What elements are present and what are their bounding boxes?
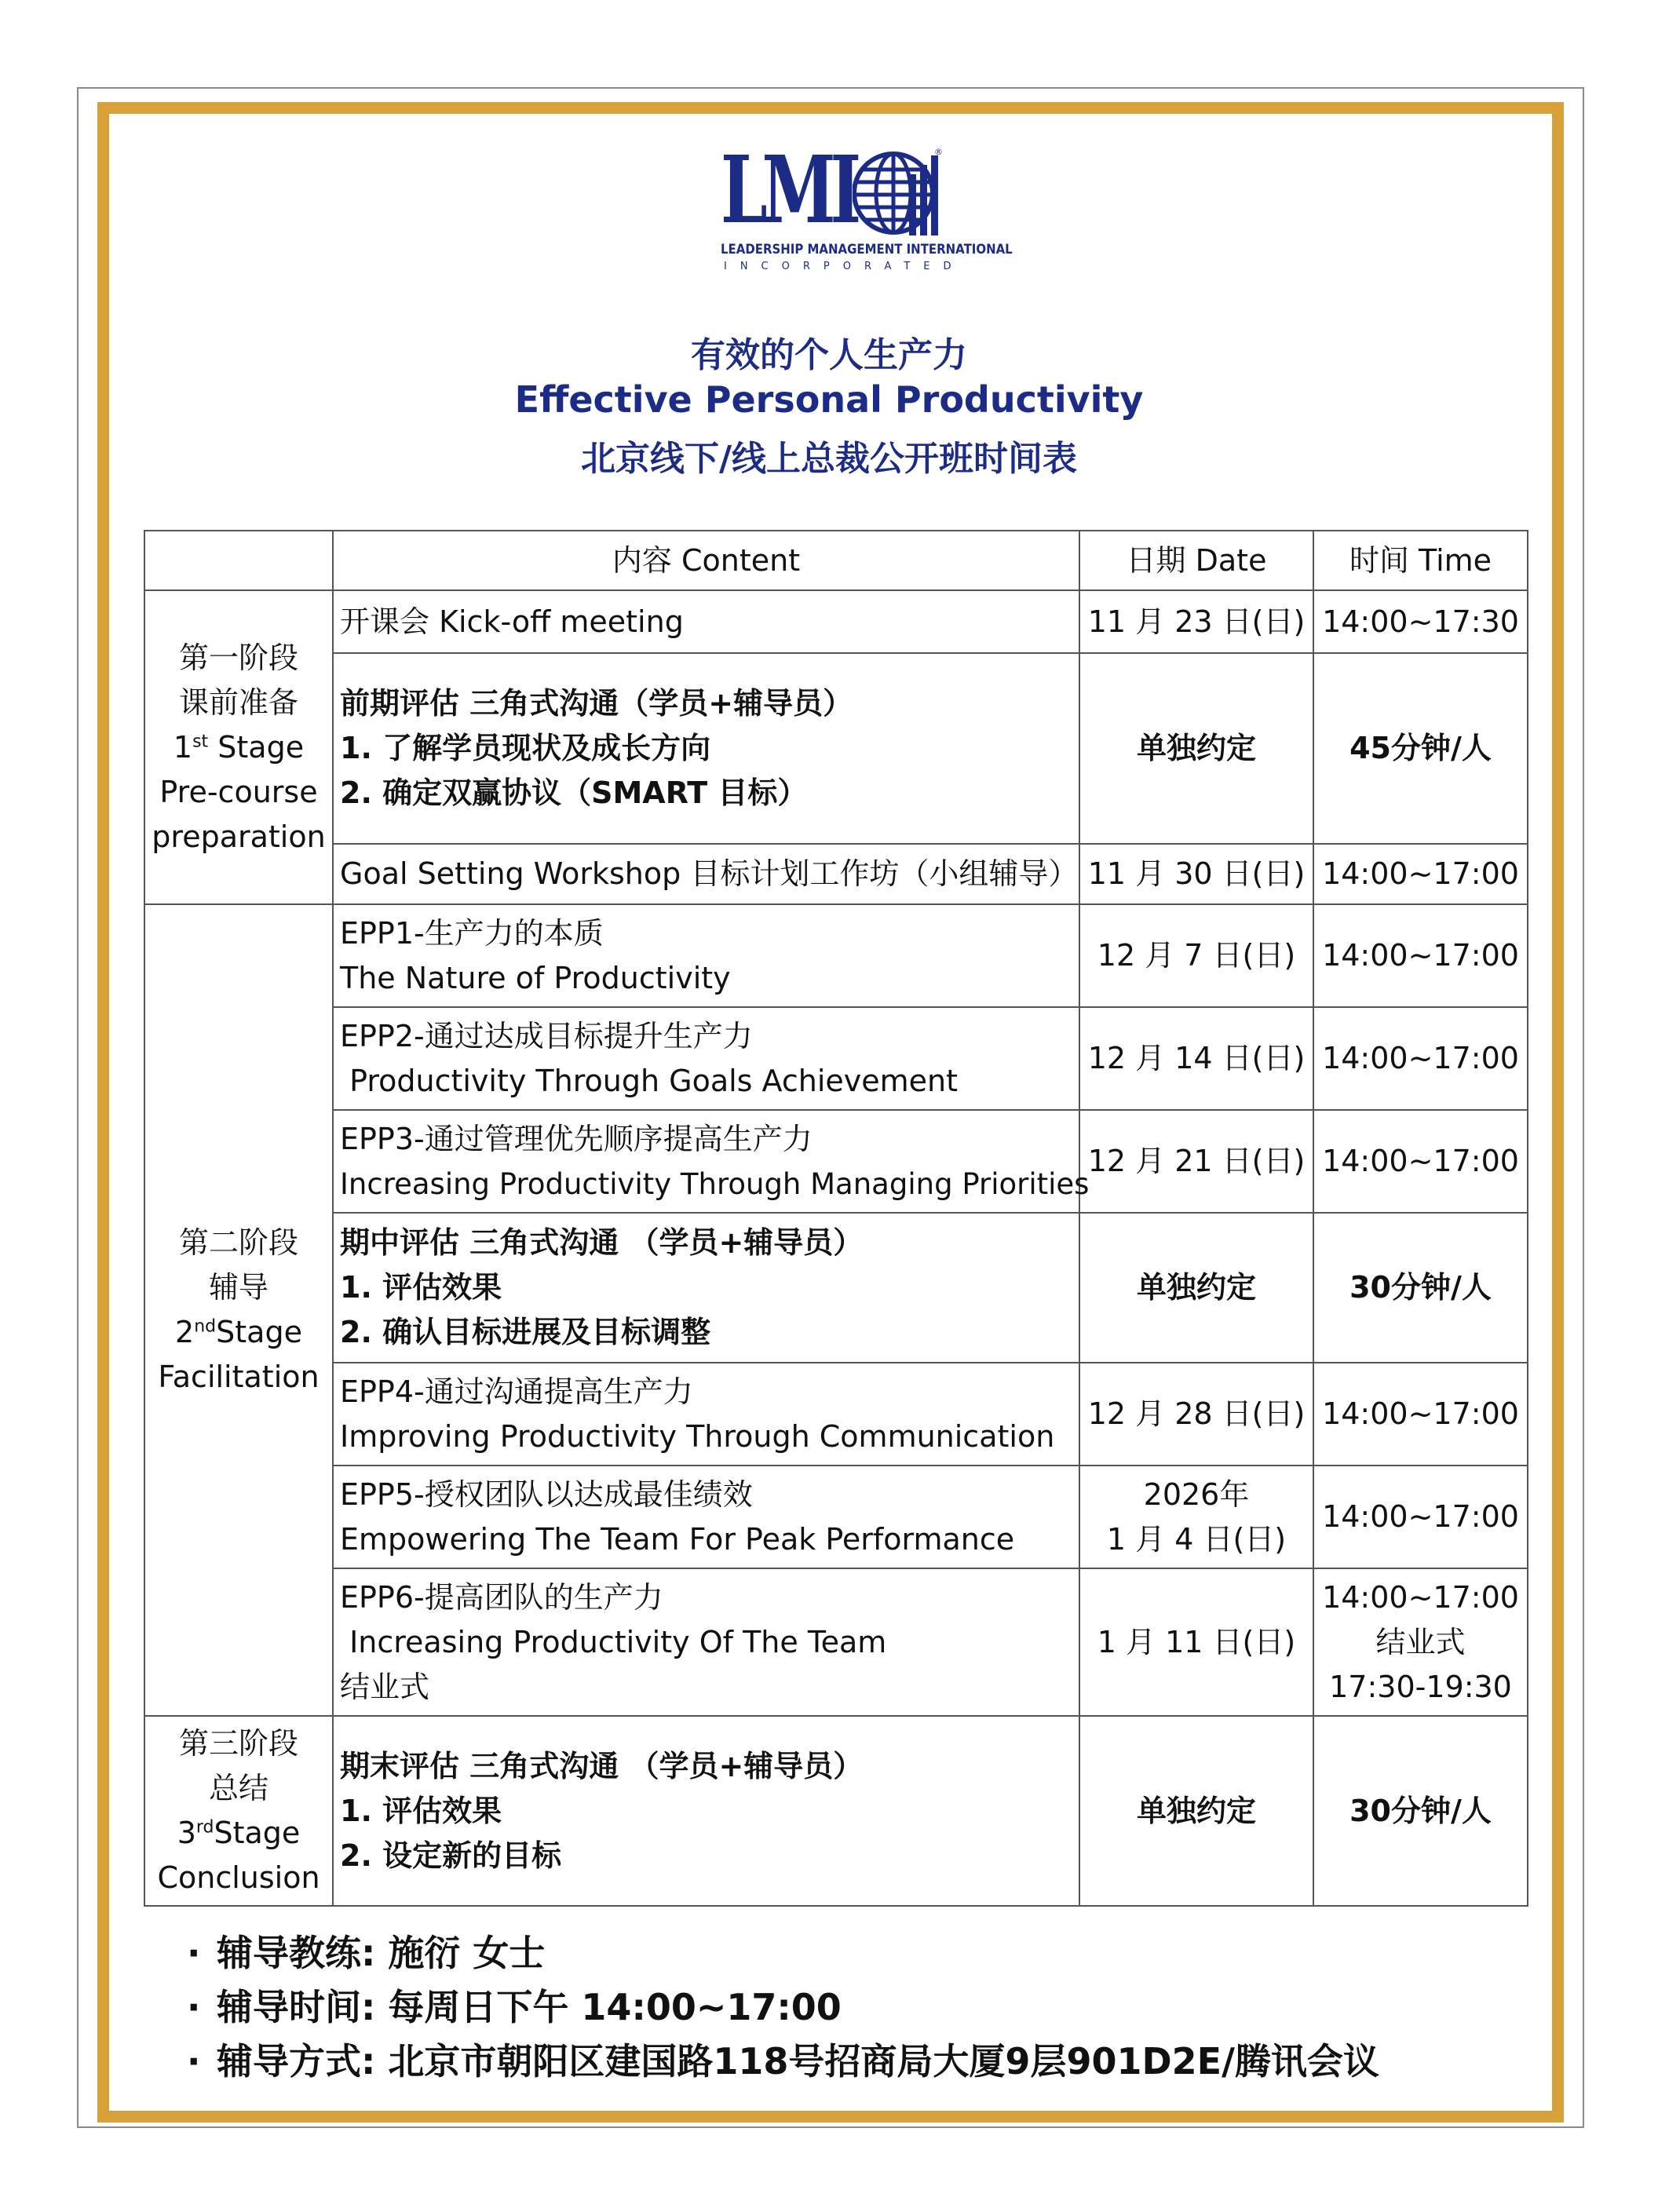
content-cell: 期末评估 三角式沟通 （学员+辅导员） 1. 评估效果 2. 设定新的目标 — [333, 1716, 1079, 1906]
stage-3-cell — [144, 1716, 333, 1906]
bullet: · — [187, 2040, 201, 2082]
stage-number: 2ndStage — [175, 1315, 302, 1349]
header-stage — [144, 531, 333, 590]
time-cell: 14:00~17:00 — [1313, 1363, 1528, 1466]
stage-en: Pre-course — [159, 774, 318, 809]
bullet: · — [187, 1986, 201, 2028]
stage-1-cell — [144, 590, 333, 904]
lmi-logo — [721, 135, 1013, 281]
time-cell: 14:00~17:00 — [1313, 1110, 1528, 1213]
content-cell: EPP1-生产力的本质 The Nature of Productivity — [333, 904, 1079, 1007]
logo-wordmark: LMI — [721, 135, 856, 244]
notes-list — [187, 1926, 1379, 2089]
logo-incorporated: INCORPORATED — [724, 261, 965, 272]
time-cell: 30分钟/人 — [1313, 1716, 1528, 1906]
content-cell: EPP2-通过达成目标提升生产力 Productivity Through Goals Achievement — [333, 1007, 1079, 1110]
stage-zh: 辅导 — [208, 1270, 268, 1305]
stage-zh: 课前准备 — [178, 684, 298, 720]
content-cell: 前期评估 三角式沟通（学员+辅导员） 1. 了解学员现状及成长方向 2. 确定双赢协议（SMART 目标） — [333, 653, 1079, 844]
stage-en: Facilitation — [158, 1360, 320, 1394]
schedule-table — [144, 530, 1528, 1907]
logo-tagline: LEADERSHIP MANAGEMENT INTERNATIONAL — [721, 242, 1013, 257]
date-cell: 单独约定 — [1079, 1213, 1313, 1363]
time-cell: 14:00~17:00 — [1313, 844, 1528, 904]
bullet: · — [187, 1932, 201, 1974]
time-cell: 45分钟/人 — [1313, 653, 1528, 844]
time-cell: 14:00~17:00 — [1313, 1007, 1528, 1110]
content-cell: 期中评估 三角式沟通 （学员+辅导员） 1. 评估效果 2. 确认目标进展及目标调整 — [333, 1213, 1079, 1363]
table-row — [144, 1110, 1528, 1213]
header-time: 时间 Time — [1313, 531, 1528, 590]
date-cell: 单独约定 — [1079, 1716, 1313, 1906]
date-cell: 12 月 14 日(日) — [1079, 1007, 1313, 1110]
content-cell: EPP3-通过管理优先顺序提高生产力 Increasing Productivity Through Managing Priorities — [333, 1110, 1079, 1213]
table-row — [144, 590, 1528, 653]
content-cell: EPP6-提高团队的生产力 Increasing Productivity Of The Team 结业式 — [333, 1568, 1079, 1716]
stage-zh: 第二阶段 — [178, 1225, 298, 1260]
stage-en: Conclusion — [157, 1860, 320, 1895]
time-cell: 30分钟/人 — [1313, 1213, 1528, 1363]
table-row — [144, 1568, 1528, 1716]
date-cell: 12 月 21 日(日) — [1079, 1110, 1313, 1213]
note-location: · 辅导方式: 北京市朝阳区建国路118号招商局大厦9层901D2E/腾讯会议 — [187, 2035, 1379, 2089]
stage-en: preparation — [152, 819, 326, 854]
time-cell: 14:00~17:00 结业式 17:30-19:30 — [1313, 1568, 1528, 1716]
table-row — [144, 904, 1528, 1007]
header-content: 内容 Content — [333, 531, 1079, 590]
time-cell: 14:00~17:00 — [1313, 904, 1528, 1007]
globe-icon — [853, 148, 944, 239]
stage-number: 3rdStage — [177, 1816, 301, 1850]
note-coach: · 辅导教练: 施衍 女士 — [187, 1926, 1379, 1980]
note-time: · 辅导时间: 每周日下午 14:00~17:00 — [187, 1980, 1379, 2035]
date-cell: 单独约定 — [1079, 653, 1313, 844]
content-cell: EPP5-授权团队以达成最佳绩效 Empowering The Team For Peak Performance — [333, 1466, 1079, 1568]
stage-zh: 第三阶段 — [178, 1726, 298, 1761]
time-cell: 14:00~17:00 — [1313, 1466, 1528, 1568]
title-subtitle: 北京线下/线上总裁公开班时间表 — [580, 439, 1078, 479]
stage-2-cell — [144, 904, 333, 1716]
table-row — [144, 1716, 1528, 1906]
registered-mark: ® — [934, 148, 943, 157]
time-cell: 14:00~17:30 — [1313, 590, 1528, 653]
date-cell: 1 月 11 日(日) — [1079, 1568, 1313, 1716]
stage-zh: 第一阶段 — [178, 640, 298, 675]
date-cell: 12 月 28 日(日) — [1079, 1363, 1313, 1466]
table-row — [144, 1466, 1528, 1568]
table-header-row — [144, 531, 1528, 590]
title-zh: 有效的个人生产力 — [691, 335, 967, 375]
table-row — [144, 844, 1528, 904]
table-row — [144, 1007, 1528, 1110]
content-cell: Goal Setting Workshop 目标计划工作坊（小组辅导） — [333, 844, 1079, 904]
content-cell: EPP4-通过沟通提高生产力 Improving Productivity Through Communication — [333, 1363, 1079, 1466]
stage-zh: 总结 — [208, 1771, 268, 1805]
stage-number: 1st Stage — [173, 729, 305, 765]
header-date: 日期 Date — [1079, 531, 1313, 590]
title-en: Effective Personal Productivity — [514, 378, 1144, 421]
date-cell: 11 月 23 日(日) — [1079, 590, 1313, 653]
content-cell: 开课会 Kick-off meeting — [333, 590, 1079, 653]
date-cell: 11 月 30 日(日) — [1079, 844, 1313, 904]
table-row — [144, 1363, 1528, 1466]
table-row — [144, 1213, 1528, 1363]
table-row — [144, 653, 1528, 844]
date-cell: 12 月 7 日(日) — [1079, 904, 1313, 1007]
date-cell: 2026年 1 月 4 日(日) — [1079, 1466, 1313, 1568]
